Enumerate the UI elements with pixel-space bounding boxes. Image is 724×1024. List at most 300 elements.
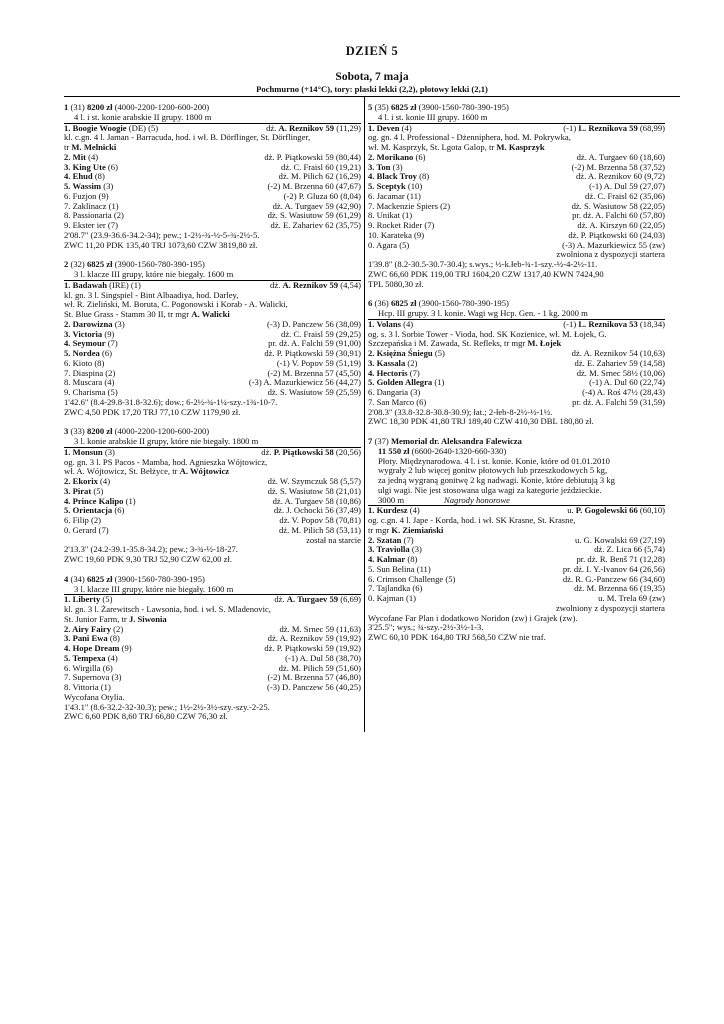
race-purse: 6825 zł [86,574,113,584]
winner-jockey: P. Gogolewski 66 [575,505,638,516]
race-header [64,260,361,270]
race-6 [368,299,665,427]
race-prize-split: (6600-2640-1320-660-330) [411,446,507,456]
runner-jockey-odds: (-1) A. Dul 58 (38,70) [285,652,361,663]
race-conditions-text: za jedną wygraną gonitwę 2 kg nadwagi. Konie, które debiutują 3 kg [378,476,615,485]
runner-draw: (3) [101,181,114,191]
race-note-text: zwolniony z dyspozycji startera [555,603,665,613]
race-7 [368,437,665,643]
winner-name: Badawah [72,279,107,290]
race-sequence: (36) [374,299,389,309]
winner-odds: (11,29) [334,122,361,133]
runner-draw: (2) [437,200,451,211]
runner-jockey-odds: dż. C. Fraisl 59 (29,25) [281,328,361,339]
runner-jockey-odds: dż. S. Wasiutow 59 (61,29) [267,210,361,221]
runner-draw: (8) [107,633,120,644]
race-time-line [64,398,361,408]
runner-jockey-odds: dż. A. Turgaev 59 (42,90) [272,200,361,211]
race-number: 5 [368,103,373,112]
runner-row [368,241,665,251]
race-conditions-text: ulgi wagi. Nie jest stosowana ulga wagi za kategorie jeździeckie. [378,485,602,495]
runner-jockey-odds: dż. P. Piątkowski 60 (24,03) [568,229,665,240]
race-purse: 6825 zł [86,260,113,270]
race-header [368,103,665,113]
runner-name: 5. Nordea [64,348,100,358]
runner-draw: (8) [416,171,430,182]
winner-left [368,124,412,134]
winner-jockey: A. Turgaev 59 [286,594,339,605]
pedigree-line [64,291,361,301]
runner-name: 3. Victoria [64,328,103,339]
race-time: 1'39.8" (8.2-30.5-30.7-30.4); s.wys.; ½-k.łeb-¾-1-szy.-½-4-2½-11. [368,260,598,269]
runner-jockey-odds: (-2) M. Brzenna 60 (47,67) [267,181,361,191]
runner-name: 5. Sceptyk [368,181,406,191]
runner-draw: (3) [109,672,122,683]
runner-jockey-odds: dż. M. Pilich 62 (16,29) [278,171,361,182]
runner-name: 5. Golden Allegra [368,377,433,388]
runner-left [64,388,118,398]
trainer-name: K. Ziemiański [391,525,444,535]
runner-jockey-odds: (-2) M. Brzenna 57 (46,80) [267,672,361,683]
race-time-line [64,545,361,555]
payout-line [64,241,361,251]
runner-draw: (6) [100,662,113,673]
race-conditions-text: wygrały 2 lub więcej gonitw płotowych lub przeszkodowych 5 kg, [378,466,608,476]
winner-right [567,506,665,516]
race-note-text: zwolniona z dyspozycji startera [556,250,665,260]
runner-jockey-odds: dż. C. Fraisl 60 (19,21) [281,161,361,172]
winner-right [270,281,361,291]
runner-jockey-odds: dż. P. Piątkowski 59 (30,91) [264,348,361,358]
runner-jockey-odds: pr. dż. A. Falchi 59 (31,59) [572,396,665,407]
race-purse: 6825 zł [390,103,417,112]
winner-position: 1. [368,318,377,329]
race-header [64,103,361,113]
winner-odds: (60,10) [637,505,665,516]
winner-jockey: A. Reznikov 59 [278,122,335,133]
runner-name: 4. Kalmar [368,554,406,564]
pedigree-text: wł. R. Zieliński, M. Boruta, C. Pogonowski i Korab - A. Walicki, [64,300,288,310]
winner-left [64,281,141,291]
runner-name: 0. Kajman [368,593,404,603]
runner-jockey-odds: (-2) P. Gluza 60 (8,04) [283,190,361,201]
trainer-prefix: St. Junior Farm, tr [64,614,129,624]
payout-line [64,555,361,565]
runner-left [368,398,426,408]
runner-jockey-odds: dż. E. Zahariev 62 (35,75) [270,220,361,230]
runner-jockey-odds: (-2) M. Brzenna 57 (45,50) [267,367,361,378]
payout-text: ZWC 66,60 PDK 119,00 TRJ 1604,20 CZW 1317,40 KWN 7424,90 [368,269,604,279]
race-time: 1'42.6" (8.4-29.8-31.8-32.6); dow.; 6-2½-¾-1¼-szy.-1¾-10-7. [64,397,278,407]
winner-name: Monsun [72,446,103,457]
runner-name: 7. Zaklinacz [64,200,107,211]
race-title: Memoriał dr. Aleksandra Falewicza [390,437,522,446]
pedigree-text: kl. c.gn. 4 l. Jaman - Barracuda, hod. i wł. B. Dörflinger, St. Dörflinger, [64,133,311,143]
runner-draw: (8) [405,554,418,564]
trainer-name: M. Kasprzyk [496,143,545,152]
runner-draw: (5) [443,573,456,584]
winner-right [274,595,361,605]
winner-draw: (4) [407,505,420,516]
race-number: 4 [64,574,69,584]
runner-jockey-odds: u. G. Kowalski 69 (27,19) [575,534,665,545]
runner-draw: (8) [92,171,105,182]
race-number: 1 [64,103,69,112]
runner-name: 3. Traviolla [368,544,410,555]
winner-jockey: A. Reznikov 59 [282,279,339,290]
runner-draw: (6) [413,151,426,162]
runner-draw: (4) [97,476,111,486]
trainer-prefix: tr [64,143,72,152]
runner-row [64,221,361,231]
race-conditions-text: Płoty. Międzynarodowa. 4 l. i st. konie. Konie, które od 01.01.2010 [378,456,610,466]
runner-draw: (7) [422,220,435,230]
winner-right [266,124,361,134]
runner-jockey-odds: (-3) D. Panczew 56 (38,09) [266,318,361,329]
runner-draw: (9) [411,229,425,240]
runner-name: 8. Muscara [64,377,103,388]
race-prize-split: (3900-1560-780-390-195) [418,299,509,309]
withdrawn-line [368,614,665,624]
winner-jockey-prefix: dż. [261,446,274,457]
payout-text: ZWC 6,60 PDK 8,60 TRJ 66,80 CZW 76,30 zł. [64,712,228,722]
runner-name: 0. Gerard [64,524,97,535]
runner-jockey-odds: (-1) A. Dul 59 (27,07) [589,181,665,191]
runner-row [368,398,665,408]
runner-jockey-odds: pr. dż. I. Y.-Ivanov 64 (26,56) [562,563,665,574]
runner-jockey-odds: (-4) A. Roś 47½ (28,43) [582,387,665,397]
payout-line [368,417,665,427]
race-sequence: (32) [70,260,85,270]
runner-name: 10. Karateka [368,229,412,240]
runner-draw: (7) [401,534,414,545]
winner-odds: (20,56) [333,446,361,457]
winner-left [368,320,413,330]
winner-draw: (IRE) (1) [106,279,141,290]
runner-draw: (5) [105,387,118,397]
runner-name: 8. Unikat [368,210,400,221]
winner-left [368,506,420,516]
winner-jockey: L. Reznikova 59 [578,122,638,133]
runner-name: 6. Jacamar [368,190,405,201]
race-conditions-text: 4 l. i st. konie arabskie II grupy. 1800 m [74,112,212,122]
winner-odds: (6,69) [338,594,361,605]
runner-left [64,526,109,536]
payout-text: TPL 5080,30 zł. [368,279,424,289]
runner-jockey-odds: (-2) M. Brzenna 58 (37,52) [571,161,665,172]
race-distance: 3000 m [378,495,405,505]
runner-jockey-odds: dż. M. Srnec 58½ (10,06) [576,367,665,378]
runner-name: 7. San Marco [368,396,415,407]
payout-text: ZWC 4,50 PDK 17,20 TRJ 77,10 CZW 1179,90 zł. [64,407,241,417]
runner-name: 9. Charisma [64,387,106,397]
race-time-line [64,231,361,241]
winner-name: Deven [376,122,400,133]
runner-left [368,241,409,251]
race-purse: 8200 zł [86,427,113,437]
runner-jockey-odds: dż. A. Kirszyn 60 (22,05) [577,220,665,230]
race-prize-split: (3900-1560-780-390-195) [418,103,509,112]
runner-draw: (6) [410,583,423,594]
runner-draw: (6) [112,505,125,516]
runner-name: 3. Pirat [64,485,92,496]
race-header [368,437,665,447]
race-conditions-text: 3 l. konie arabskie II grupy, które nie biegały. 1800 m [74,437,259,446]
winner-left [64,448,115,458]
winner-position: 1. [64,594,73,605]
trainer-prefix: wł. M. Kasprzyk, St. Lgota Galop, tr [368,143,497,152]
race-time-line [368,408,665,418]
runner-jockey-odds: dż. M. Srnec 59 (11,63) [279,623,361,634]
race-sequence: (31) [70,103,85,112]
runner-row [64,526,361,536]
runner-draw: (11) [414,563,431,574]
pedigree-text: og. c.gn. 4 l. Jape - Korda, hod. i wł. SK Krasne, St. Krasne, [368,516,576,525]
winner-odds: (68,99) [637,122,665,133]
race-note-text: został na starcie [306,535,361,545]
runner-name: 2. Ekorix [64,476,98,486]
race-time-line [64,703,361,713]
results-columns [64,97,680,732]
runner-draw: (6) [99,348,112,358]
winner-name: Volans [376,318,401,329]
runner-name: 2. Mit [64,151,86,162]
race-2 [64,260,361,417]
race-time-line [368,623,665,633]
race-conditions-text: Hcp. III grupy. 3 l. konie. Wagi wg Hcp. Gen. - 1 kg. 2000 m [378,309,588,318]
runner-draw: (7) [105,338,118,349]
runner-jockey-odds: pr. dż. A. Falchi 60 (57,80) [572,210,665,221]
pedigree-line [64,300,361,310]
winner-odds: (4,54) [338,279,361,290]
runner-name: 4. Hectoris [368,367,408,378]
race-3 [64,427,361,565]
trainer-prefix: St. Blue Grass - Stamm 30 II, tr mgr [64,310,192,319]
runner-jockey-odds: dż. S. Wasiutow 58 (22,05) [571,200,665,211]
winner-jockey: P. Piątkowski 58 [273,446,334,457]
runner-name: 9. Rocket Rider [368,220,423,230]
winner-jockey-prefix: (-1) [563,122,579,133]
race-honorary-prizes: Nagrody honorowe [444,495,510,505]
runner-draw: (7) [407,367,420,378]
runner-jockey-odds: (-3) A. Mazurkiewicz 55 (zw) [562,239,665,250]
runner-name: 5. Sun Belina [368,563,415,574]
runner-draw: (11) [404,190,421,201]
runner-jockey-odds: u. M. Trela 69 (zw) [598,593,665,603]
winner-draw: (4) [399,122,412,133]
runner-jockey-odds: dż. M. Brzenna 66 (19,35) [574,583,665,594]
runner-draw: (4) [102,377,115,388]
runner-name: 2. Morikano [368,151,414,162]
payout-text: ZWC 18,30 PDK 41,80 TRJ 189,40 CZW 410,30 DBL 180,80 zł. [368,417,594,427]
winner-jockey-prefix: dż. [274,594,287,605]
winner-left [64,595,112,605]
winner-row [64,448,361,458]
right-column [365,97,665,732]
race-time: 3'25.5"; wys.; ¾-szy.-2½-3½-1-3. [368,623,484,633]
winner-position: 1. [368,505,377,516]
date-title: Sobota, 7 maja [335,71,409,83]
left-column [64,97,364,732]
winner-name: Liberty [72,594,101,605]
runner-draw: (1) [123,495,136,506]
runner-jockey-odds: dż. V. Popov 58 (70,81) [279,515,361,525]
winner-row [64,124,361,134]
race-note [64,536,361,546]
runner-name: 6. Fuzjon [64,190,97,201]
runner-draw: (9) [102,328,115,339]
runner-jockey-odds: dż. J. Ochocki 56 (37,49) [273,505,361,516]
runner-draw: (9) [96,190,109,201]
race-conditions-text: 3 l. klacze III grupy, które nie biegały. 1600 m [74,584,234,594]
race-header [64,575,361,585]
race-time: 1'43.1" (8.6-32.2-32-30.3); pew.; 1½-2½-3½-szy.-szy.-2-25. [64,702,270,712]
runner-draw: (2) [88,515,102,525]
runner-left [64,221,118,231]
winner-name: Boogie Woogie [72,122,127,133]
trainer-name: A. Wójtowicz [179,467,230,477]
race-number: 2 [64,260,69,270]
runner-name: 4. Hope Dream [64,643,120,653]
race-prize-split: (3900-1560-780-390-195) [114,260,205,270]
pedigree-line [368,133,665,143]
race-time: 2'08.7" (23.9-36.6-34.2-34); pew.; 1-2½-¾-½-5-¾-2½-5. [64,230,260,240]
trainer-prefix: wł. A. Wójtowicz, St. Bełżyce, tr [64,467,180,477]
runner-name: 9. Ekster ier [64,220,106,230]
runner-jockey-odds: dż. W. Szymczuk 58 (5,57) [267,476,361,486]
winner-row [64,281,361,291]
runner-name: 4. Black Troy [368,171,417,182]
winner-right [563,124,665,134]
runner-jockey-odds: pr. dż. A. Falchi 59 (91,00) [268,338,361,349]
winner-jockey-prefix: dż. [266,122,279,133]
runner-draw: (1) [98,682,111,692]
runner-draw: (9) [119,643,132,653]
winner-draw: (3) [102,446,115,457]
runner-jockey-odds: dż. C. Fraisl 62 (35,06) [585,190,665,201]
runner-draw: (7) [96,524,109,535]
race-prize-split: (3900-1560-780-390-195) [114,574,205,584]
runner-draw: (6) [414,396,427,407]
runner-name: 3. Ton [368,161,391,172]
race-time: 2'08.3" (33.8-32.8-30.8-30.9); łat.; 2-łeb-8-2½-½-1½. [368,407,553,417]
runner-jockey-odds: dż. A. Reznikov 54 (10,63) [571,348,665,358]
runner-draw: (2) [111,210,124,221]
runner-draw: (4) [105,652,118,663]
race-purse: 6825 zł [390,299,417,309]
race-purse: 11 550 zł [378,446,410,456]
runner-draw: (3) [409,544,422,555]
runner-draw: (5) [397,239,410,250]
runner-jockey-odds: (-1) A. Dul 60 (22,74) [589,377,665,388]
winner-row [64,595,361,605]
runner-name: 5. Wassim [64,181,102,191]
runner-draw: (5) [91,485,104,496]
winner-left [64,124,158,134]
race-purse: 8200 zł [86,103,113,112]
winner-jockey-prefix: dż. [270,279,283,290]
trainer-prefix: tr mgr [368,525,392,535]
race-header [64,427,361,437]
race-header [368,299,665,309]
withdrawn-text: Wycofane Far Plan i dodatkowo Noridon (zw) i Grajek (zw). [368,613,578,623]
runner-jockey-odds: dż. M. Pilich 59 (51,60) [278,662,361,673]
race-number: 7 [368,437,373,446]
race-1 [64,103,361,250]
race-note [368,250,665,260]
withdrawn-text: Wycofana Otylia. [64,692,125,702]
runner-draw: (7) [105,220,118,230]
runner-name: 8. Passionaria [64,210,112,221]
race-number: 3 [64,427,69,437]
runner-draw: (6) [105,161,118,172]
runner-draw: (3) [408,387,421,397]
runner-name: 6. Dangaria [368,387,409,397]
pedigree-text: og. gn. 4 l. Professional - Dżenniphera, hod. M. Pokrywka, [368,133,571,143]
pedigree-line [64,458,361,468]
runner-jockey-odds: dż. A. Turgaev 58 (10,86) [272,495,361,506]
race-conditions [368,457,665,467]
winner-jockey-prefix: (-1) [563,318,579,329]
runner-jockey-odds: dż. P. Piątkowski 59 (80,44) [264,151,361,162]
runner-draw: (1) [106,200,119,211]
pedigree-line [64,133,361,143]
race-conditions [368,476,665,486]
runner-row [368,594,665,604]
pedigree-line [368,516,665,526]
runner-name: 3. King Ute [64,161,106,172]
runner-draw: (2) [103,367,116,378]
runner-draw: (3) [112,318,125,329]
race-prize-split: (4000-2200-1200-600-200) [114,103,210,112]
runner-name: 7. Supernova [64,672,110,683]
trainer-name: J. Siwonia [128,614,167,624]
pedigree-text: kl. gn. 3 l. Singspiel - Bint Albaadiya, hod. Darley, [64,290,239,300]
runner-draw: (1) [399,210,413,221]
runner-draw: (10) [405,181,423,191]
runner-jockey-odds: dż. P. Piątkowski 59 (19,92) [264,643,361,653]
runner-left [64,683,111,693]
pedigree-line [64,605,361,615]
winner-draw: (5) [100,594,113,605]
runner-jockey-odds: pr. dż. R. Benš 71 (12,28) [576,554,665,564]
runner-draw: (2) [111,623,124,634]
winner-position: 1. [64,279,73,290]
runner-jockey-odds: (-3) D. Panczew 56 (40,25) [266,682,361,692]
runner-jockey-odds: dż. A. Reznikov 59 (19,92) [267,633,361,644]
runner-jockey-odds: dż. R. G.-Panczew 66 (34,60) [562,573,665,584]
runner-name: 8. Vittoria [64,682,99,692]
runner-draw: (2) [405,357,418,368]
runner-draw: (4) [85,151,99,162]
runner-name: 5. Orientacja [64,505,113,516]
runner-row [64,388,361,398]
runner-name: 6. Filip [64,515,89,525]
race-conditions [368,466,665,476]
runner-draw: (5) [432,348,445,358]
winner-jockey-prefix: u. [567,505,576,516]
winner-position: 1. [368,122,377,133]
runner-name: 2. Airy Fairy [64,623,112,634]
race-4 [64,575,361,722]
winner-draw: (4) [400,318,414,329]
winner-row [368,320,665,330]
winner-right [261,448,361,458]
runner-name: 4. Ehud [64,171,93,182]
runner-name: 7. Mackenzie Spiers [368,200,438,211]
race-time: 2'13.3" (24.2-39.1-35.8-34.2); pew.; 3-¾-½-18-27. [64,545,238,555]
payout-line [368,280,665,290]
